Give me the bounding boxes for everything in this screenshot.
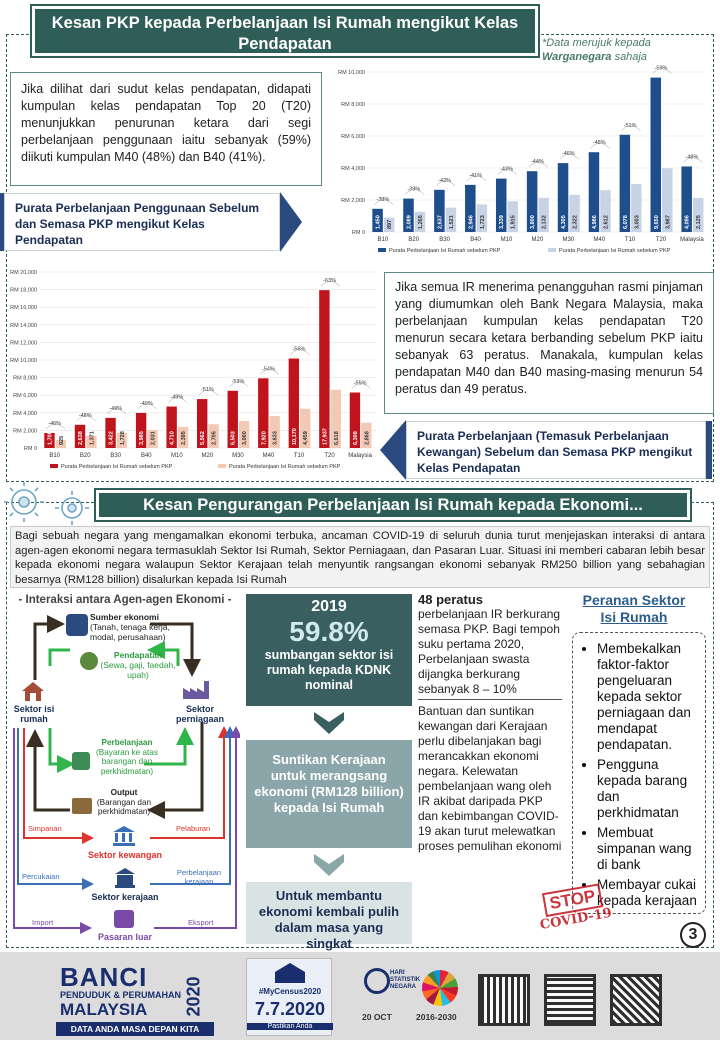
qr-code-1: [478, 974, 530, 1026]
right-text: Jika semua IR menerima penangguhan rasmi pinjaman yang diumumkan oleh Bank Negara Malaysia, maka perbelanjaan kumpulan kelas pendapatan T20 menurun secara ketara berbanding sebelum PKP iaitu sebanyak 63 peratus. Manakala, kumpulan kelas pendapatan M40 dan B40 masing-masing menurun 54 peratus dan 49 peratus.: [395, 280, 703, 396]
pct-label: -49%: [109, 405, 123, 412]
y-tick-label: RM 0: [23, 446, 37, 452]
flow-chevron-1: [314, 712, 344, 734]
category-label: T20: [655, 237, 667, 243]
diagram-sumber: [90, 612, 190, 642]
pct-label: -49%: [170, 394, 184, 401]
diagram-import: Import: [32, 918, 54, 927]
pct-label: -51%: [200, 387, 214, 394]
category-label: B20: [408, 237, 420, 243]
y-tick-label: RM 20,000: [10, 270, 37, 276]
diagram-perbelanjaan-label: Perbelanjaan: [101, 738, 153, 747]
diagram-sektor-isi-rumah: Sektor isi rumah: [13, 704, 55, 724]
bar-value-label: 2,395: [181, 431, 188, 445]
bar-value-label: 4,986: [591, 215, 598, 229]
peranan-item: • Membuat simpanan wang di bank: [597, 825, 699, 873]
flow-box-pulih-text: Untuk membantu ekonomi kembali pulih dalam masa yang singkat: [258, 888, 400, 951]
bar-value-label: 3,633: [272, 431, 279, 445]
peranan-item: • Membayar cukai kepada kerajaan: [597, 877, 699, 909]
y-tick-label: RM 10,000: [10, 358, 37, 364]
pct-label: -46%: [561, 151, 575, 158]
category-label: B40: [140, 453, 152, 459]
footer: [0, 952, 720, 1040]
category-label: M10: [171, 453, 183, 459]
diagram-sumber-sub: (Tanah, tenaga kerja, modal, perusahaan): [90, 622, 170, 642]
stamp-bottom: COVID-19: [538, 905, 614, 934]
category-label: T10: [293, 453, 305, 459]
bar-value-label: 7,920: [261, 431, 268, 445]
flow-desc: sumbangan sektor isi rumah kepada KDNK nominal: [264, 648, 394, 692]
hari-statistik-logo: [356, 968, 421, 1034]
output-icon: [72, 798, 92, 814]
diagram-pendapatan: [98, 650, 178, 680]
bar-value-label: 3,987: [665, 215, 672, 229]
bar-value-label: 2,705: [211, 431, 218, 445]
category-label: B20: [79, 453, 91, 459]
bar-value-label: 2,089: [406, 215, 413, 229]
spending-icon: [72, 752, 90, 770]
hari-statistik-l3: NEGARA: [390, 984, 417, 990]
bar-value-label: 2,638: [78, 431, 85, 445]
y-tick-label: RM 0: [351, 230, 365, 236]
middle-text-block: [418, 592, 562, 854]
y-tick-label: RM 2,000: [341, 198, 365, 204]
peranan-box: [572, 632, 706, 914]
bar-value-label: 3,003: [634, 215, 641, 229]
category-label: M40: [262, 453, 275, 459]
category-label: M30: [562, 237, 575, 243]
chart2-label-text: Purata Perbelanjaan (Temasuk Perbelanjaan Kewangan) Sebelum dan Semasa PKP mengikut Kelas Pendapatan: [417, 429, 693, 475]
pct-label: -38%: [376, 196, 390, 203]
intro-text: Jika dilihat dari sudut kelas pendapatan, didapati kumpulan kelas pendapatan Top 20 (T20) menunjukkan penurunan ketara dari segi perbelanjaan penggunaan iaitu sebanyak (59%) diikuti kumpulan M40 (48%) dan B40 (41%).: [21, 82, 311, 164]
chart-total-expenditure: [8, 266, 378, 476]
section2-paragraph: [10, 526, 710, 588]
bar-value-label: 2,637: [437, 215, 444, 229]
category-label: M20: [201, 453, 214, 459]
bar-value-label: 925: [58, 435, 65, 445]
pct-label: -46%: [48, 420, 62, 427]
bar-value-label: 3,800: [530, 215, 537, 229]
pct-label: -42%: [438, 177, 452, 184]
hari-statistik-icon: [364, 968, 390, 994]
peranan-item: • Membekalkan faktor-faktor pengeluaran kepada sektor perniagaan dan mendapat pendapatan.: [597, 641, 699, 753]
market-icon: [114, 910, 134, 928]
pct-label: -53%: [231, 378, 245, 385]
banci-year: 2020: [183, 976, 204, 1017]
hari-statistik-l1: HARI: [390, 970, 405, 976]
bar-value-label: 3,985: [139, 431, 146, 445]
legend-label: Purata Perbelanjaan Isi Rumah sebelum PKP: [61, 464, 173, 470]
bar-value-label: 6,503: [230, 431, 237, 445]
diagram-perbelanjaan-kerajaan: Perbelanjaan kerajaan: [176, 868, 222, 886]
sdg-years: 2016-2030: [416, 1012, 457, 1022]
y-tick-label: RM 6,000: [13, 393, 37, 400]
y-tick-label: RM 6,000: [341, 134, 365, 140]
bar-value-label: 4,305: [561, 215, 568, 229]
economy-diagram: [10, 592, 240, 946]
chart-svg: [8, 266, 378, 476]
diagram-output: [96, 788, 152, 817]
legend-label: Purata Perbelanjaan Isi Rumah sebelum PKP: [389, 248, 501, 254]
diagram-title: - Interaksi antara Agen-agen Ekonomi -: [18, 594, 232, 606]
banci-malaysia: MALAYSIA: [60, 1000, 148, 1019]
diagram-output-label: Output: [110, 788, 138, 797]
section2-paragraph-text: Bagi sebuah negara yang mengamalkan ekonomi terbuka, ancaman COVID-19 di seluruh dunia turut menjejaskan interaksi di antara agen-agen ekonomi negara termasuklah Sektor Isi Rumah, Sektor Perniagaan, dan Pasaran Luar. Situasi ini memberi cabaran lebih besar kepada ekonomi negara walaupun Sektor Kerajaan telah menyuntik rangsangan ekonomi sebanyak RM250 billion yang sebahagian besarnya (RM128 billion) disalurkan kepada Isi Rumah: [15, 530, 705, 586]
banci-tag: DATA ANDA MASA DEPAN KITA: [56, 1022, 214, 1036]
mycensus-pastikan: Pastikan Anda: [247, 1023, 333, 1030]
bar-value-label: 2,125: [696, 215, 703, 229]
middle-p2: Bantuan dan suntikan kewangan dari Kerajaan perlu dibelanjakan bagi merancakkan ekonomi negara. Kelewatan pembelanjaan wang oleh IR akibat daripada PKP dan kebimbangan COVID-19 akan turut melewatkan proses pemulihan ekonomi: [418, 704, 562, 853]
diagram-simpanan: Simpanan: [28, 824, 62, 833]
pct-label: -39%: [407, 186, 421, 193]
data-note: [542, 36, 702, 64]
pct-label: -55%: [353, 380, 367, 387]
pct-label: -56%: [292, 346, 306, 353]
mycensus-house-icon: [275, 963, 305, 983]
flow-percent: 59.8%: [289, 616, 369, 647]
flow-box-2019: [246, 594, 412, 706]
bar-value-label: 3,060: [242, 431, 249, 445]
chart1-label-bar: [0, 193, 4, 251]
chart2-label-arrow: [380, 420, 406, 480]
bar-value-label: 3,339: [499, 215, 506, 229]
chart-consumption: [332, 64, 714, 268]
diagram-perbelanjaan: [94, 738, 160, 776]
pct-label: -48%: [592, 140, 606, 147]
data-note-prefix: *Data merujuk kepada: [542, 37, 651, 49]
category-label: B10: [49, 453, 61, 459]
bar-value-label: 2,132: [541, 215, 548, 229]
bar-value-label: 897: [387, 219, 394, 229]
bar-value-label: 1,521: [448, 215, 455, 229]
bar-before-T20: [651, 78, 662, 232]
bar-value-label: 4,459: [303, 431, 310, 445]
y-tick-label: RM 2,000: [13, 428, 37, 435]
diagram-sektor-kerajaan: Sektor kerajaan: [91, 892, 159, 902]
page-number-text: 3: [688, 926, 698, 943]
bar-value-label: 2,322: [572, 215, 579, 229]
category-label: M30: [232, 453, 244, 459]
diagram-pasaran-luar: Pasaran luar: [97, 932, 153, 942]
bar-value-label: 2,946: [468, 215, 475, 229]
category-label: M40: [593, 237, 606, 243]
category-label: Malaysia: [348, 453, 372, 459]
pct-label: -44%: [530, 159, 544, 166]
category-label: T10: [624, 237, 636, 243]
bar-value-label: 6,078: [622, 215, 629, 229]
qr-code-3: [610, 974, 662, 1026]
bar-value-label: 4,096: [684, 215, 691, 229]
diagram-pendapatan-label: Pendapatan: [113, 650, 163, 660]
stamp-top: STOP: [542, 883, 603, 917]
government-icon: [114, 868, 136, 888]
sdg-wheel-icon: [422, 970, 458, 1006]
diagram-pendapatan-sub: (Sewa, gaji, faedah, upah): [100, 660, 176, 680]
category-label: T20: [324, 453, 335, 459]
income-icon: [80, 652, 98, 670]
banci-logo: [56, 960, 214, 1036]
banci-sub: PENDUDUK & PERUMAHAN: [60, 990, 182, 1000]
bar-value-label: 5,562: [200, 431, 207, 445]
legend-swatch: [378, 248, 386, 252]
pct-label: -49%: [139, 400, 153, 407]
category-label: B30: [110, 453, 122, 459]
banci-word: BANCI: [60, 962, 148, 992]
pct-label: -54%: [262, 366, 275, 373]
legend-label: Purata Perbelanjaan Isi Rumah sebelum PKP: [229, 464, 341, 470]
chart2-label-bar: [706, 421, 712, 479]
sdg-logo: [414, 970, 470, 1034]
resources-icon: [66, 614, 88, 636]
qr-code-2: [544, 974, 596, 1026]
category-label: M20: [531, 237, 544, 243]
pct-label: -48%: [685, 154, 699, 161]
diagram-sumber-label: Sumber ekonomi: [90, 612, 159, 622]
pct-label: -48%: [78, 412, 92, 419]
flow-year: 2019: [311, 598, 347, 615]
bar-value-label: 17,937: [322, 428, 329, 445]
factory-icon: [182, 678, 212, 700]
pct-label: -43%: [500, 166, 513, 173]
y-tick-label: RM 8,000: [13, 375, 37, 382]
page-title: [32, 6, 538, 56]
bar-value-label: 2,031: [150, 431, 157, 445]
chart1-label: [4, 193, 280, 251]
page-number: [680, 922, 706, 948]
category-label: M10: [500, 237, 513, 243]
diagram-perbelanjaan-sub: (Bayaran ke atas barangan dan perkhidmatan): [96, 747, 158, 776]
diagram-eksport: Eksport: [188, 918, 214, 927]
flow-box-pulih: [246, 882, 412, 951]
y-tick-label: RM 4,000: [13, 410, 37, 417]
mycensus-badge: [246, 958, 332, 1036]
diagram-sektor-perniagaan: Sektor perniagaan: [175, 704, 224, 724]
category-label: B40: [470, 237, 481, 243]
flow-box-suntikan: [246, 740, 412, 848]
bar-value-label: 1,728: [119, 431, 126, 445]
flow-chevron-2: [314, 854, 344, 876]
bar-value-label: 6,308: [352, 431, 359, 445]
peranan-item: • Pengguna kepada barang dan perkhidmatan: [597, 757, 699, 821]
bank-icon: [112, 826, 136, 846]
bar-value-label: 1,371: [89, 431, 96, 445]
chart-svg: [332, 64, 714, 268]
bar-value-label: 9,650: [653, 215, 660, 229]
hari-statistik-date: 20 OCT: [362, 1012, 392, 1022]
y-tick-label: RM 10,000: [338, 70, 365, 76]
bar-value-label: 1,705: [47, 431, 54, 445]
pct-label: -63%: [323, 278, 336, 285]
y-tick-label: RM 18,000: [10, 287, 37, 294]
bar-value-label: 6,618: [333, 431, 340, 445]
flow-box-suntikan-text: Suntikan Kerajaan untuk merangsang ekonomi (RM128 billion) kepada Isi Rumah: [254, 752, 404, 815]
bar-before-T20: [319, 290, 329, 448]
bar-value-label: 1,915: [510, 215, 517, 229]
data-note-bold: Warganegara: [542, 51, 612, 63]
page-title-text: Kesan PKP kepada Perbelanjaan Isi Rumah mengikut Kelas Pendapatan: [51, 14, 519, 53]
section2-title: [96, 490, 690, 520]
peranan-list: [579, 641, 699, 909]
bar-value-label: 4,710: [169, 431, 176, 445]
category-label: B30: [439, 237, 450, 243]
diagram-sektor-kewangan: Sektor kewangan: [87, 850, 163, 860]
right-textbox: [384, 272, 714, 414]
chart2-label: [406, 421, 706, 479]
pct-label: -51%: [623, 122, 637, 129]
bar-value-label: 1,265: [418, 215, 424, 229]
middle-p1: perbelanjaan IR berkurang semasa PKP. Bagi tempoh suku pertama 2020, Perbelanjaan swasta dijangka berkurang sebanyak 8 – 10%: [418, 607, 562, 700]
mycensus-tag: #MyCensus2020: [258, 987, 322, 996]
peranan-title: Peranan Sektor Isi Rumah: [582, 592, 686, 625]
category-label: Malaysia: [680, 237, 704, 243]
legend-label: Purata Perbelanjaan Isi Rumah sebelum PKP: [559, 248, 671, 254]
bar-value-label: 10,170: [291, 428, 298, 445]
y-tick-label: RM 14,000: [10, 322, 37, 329]
bar-value-label: 2,612: [603, 215, 610, 229]
bar-value-label: 1,723: [479, 215, 486, 229]
category-label: B10: [377, 237, 389, 243]
data-note-suffix: sahaja: [614, 51, 647, 63]
diagram-percukaian: Percukaian: [22, 872, 60, 881]
legend-swatch: [50, 464, 58, 468]
middle-head: 48 peratus: [418, 592, 484, 607]
legend-swatch: [218, 464, 226, 468]
chart1-label-arrow: [280, 192, 302, 252]
chart1-label-text: Purata Perbelanjaan Penggunaan Sebelum dan Semasa PKP mengikut Kelas Pendapatan: [15, 201, 260, 247]
diagram-output-sub: (Barangan dan perkhidmatan): [96, 797, 152, 816]
bar-value-label: 3,422: [108, 431, 115, 445]
legend-swatch: [548, 248, 556, 252]
mycensus-date: 7.7.2020: [254, 999, 326, 1019]
y-tick-label: RM 16,000: [10, 305, 37, 312]
y-tick-label: RM 12,000: [10, 340, 37, 347]
house-icon: [20, 680, 46, 702]
bar-value-label: 1,450: [375, 215, 382, 229]
intro-textbox: [10, 72, 322, 186]
pct-label: -41%: [469, 172, 482, 179]
hari-statistik-l2: STATISTIK: [390, 977, 421, 983]
pct-label: -59%: [654, 65, 668, 72]
bar-value-label: 2,868: [364, 431, 371, 445]
section2-title-text: Kesan Pengurangan Perbelanjaan Isi Rumah kepada Ekonomi...: [143, 496, 643, 514]
diagram-pelaburan: Pelaburan: [176, 824, 211, 833]
y-tick-label: RM 4,000: [341, 166, 365, 172]
y-tick-label: RM 8,000: [341, 102, 365, 108]
